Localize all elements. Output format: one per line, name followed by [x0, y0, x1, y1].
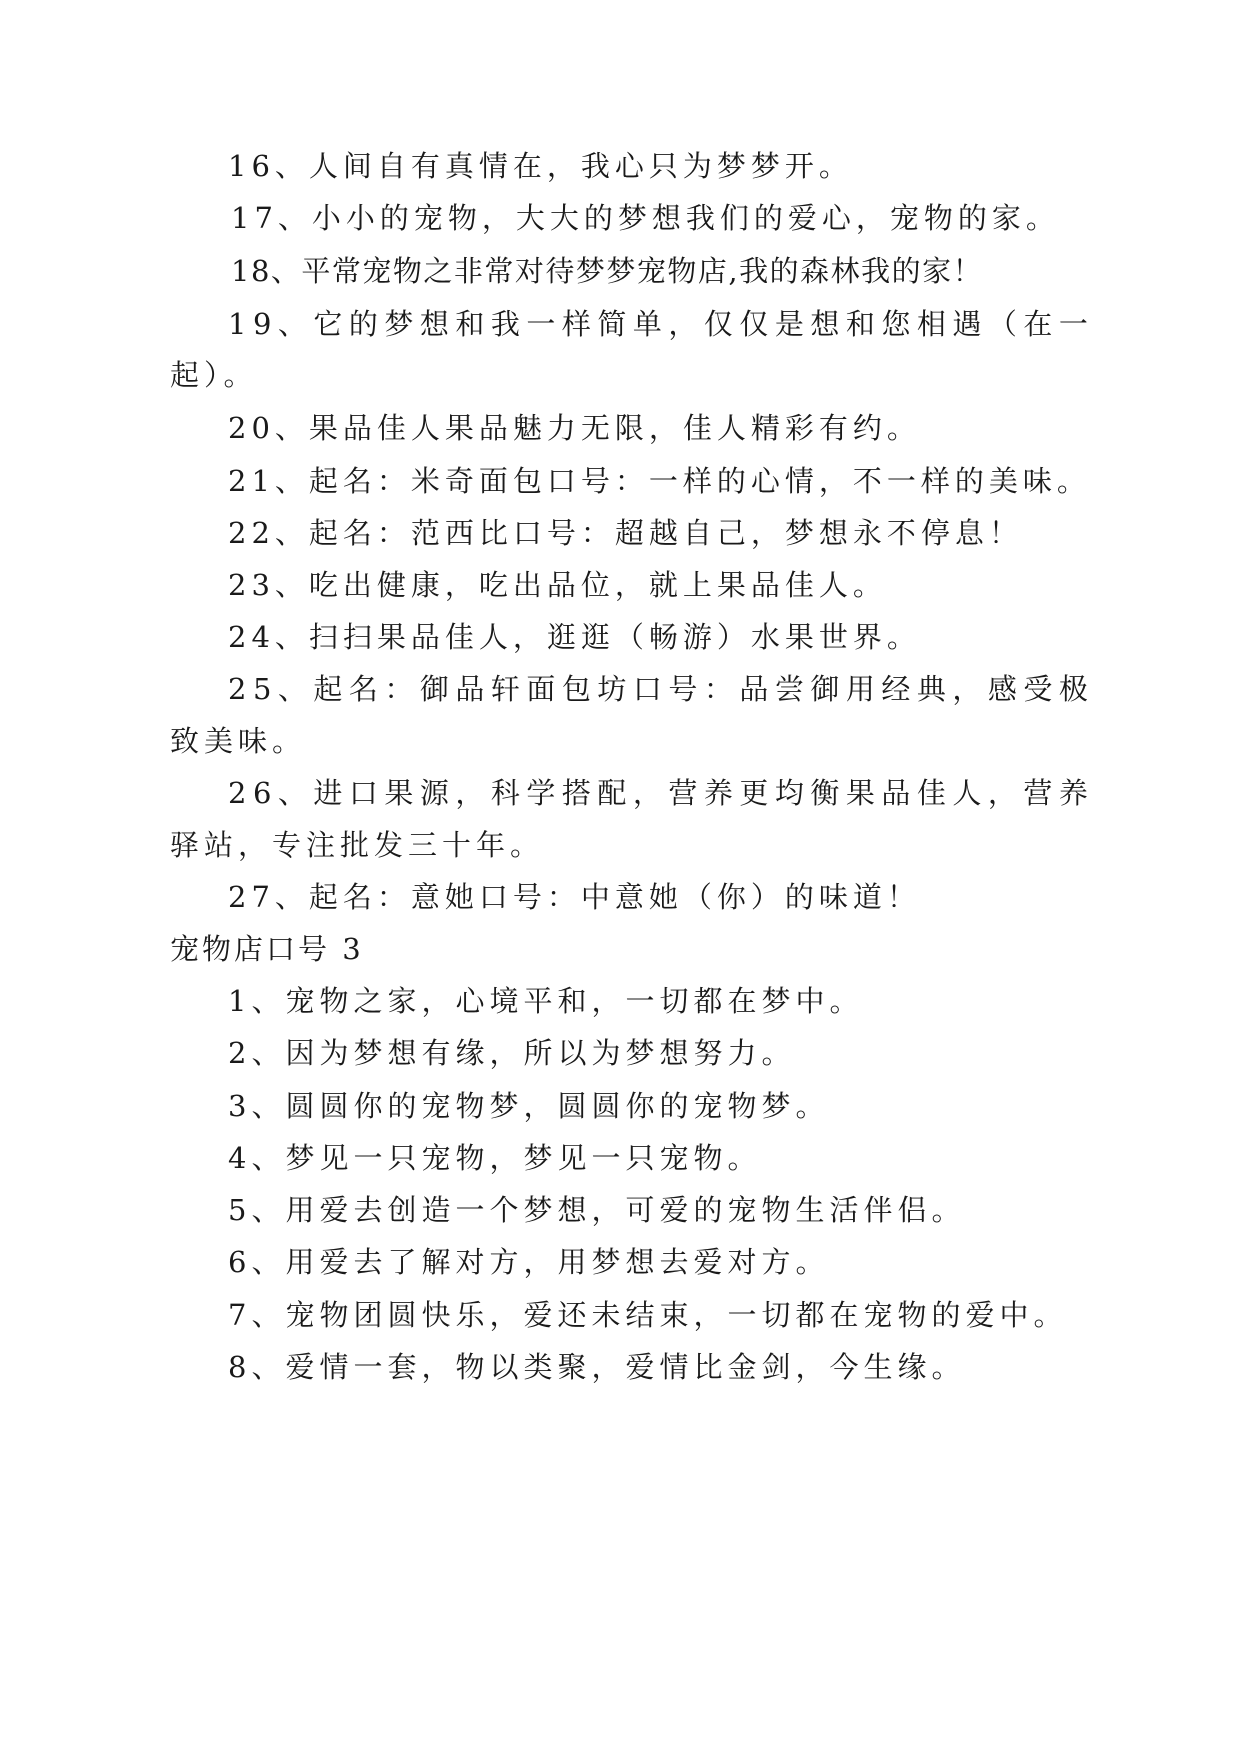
text-line: 4、梦见一只宠物，梦见一只宠物。 [228, 1141, 762, 1175]
text-line: 18、平常宠物之非常对待梦梦宠物店,我的森林我的家！ [231, 254, 984, 288]
text-line: 19、它的梦想和我一样简单，仅仅是想和您相遇（在一 [228, 307, 1095, 341]
text-line: 8、爱情一套，物以类聚，爱情比金剑，今生缘。 [228, 1350, 966, 1384]
text-line: 5、用爱去创造一个梦想，可爱的宠物生活伴侣。 [228, 1193, 966, 1227]
text-line: 2、因为梦想有缘，所以为梦想努力。 [228, 1036, 796, 1070]
text-line: 1、宠物之家，心境平和，一切都在梦中。 [228, 984, 864, 1018]
text-line: 驿站，专注批发三十年。 [170, 828, 545, 862]
text-line: 3、圆圆你的宠物梦，圆圆你的宠物梦。 [228, 1089, 830, 1123]
text-line: 20、果品佳人果品魅力无限，佳人精彩有约。 [228, 411, 921, 445]
text-line: 16、人间自有真情在，我心只为梦梦开。 [228, 149, 853, 183]
text-line: 21、起名：米奇面包口号：一样的心情，不一样的美味。 [228, 464, 1091, 498]
section-heading: 宠物店口号 3 [170, 932, 364, 966]
text-line: 6、用爱去了解对方，用梦想去爱对方。 [228, 1245, 830, 1279]
text-line: 25、起名：御品轩面包坊口号：品尝御用经典，感受极 [228, 672, 1095, 706]
text-line: 22、起名：范西比口号：超越自己，梦想永不停息！ [228, 516, 1023, 550]
text-line: 7、宠物团圆快乐，爱还未结束，一切都在宠物的爱中。 [228, 1298, 1068, 1332]
text-line: 24、扫扫果品佳人，逛逛（畅游）水果世界。 [228, 620, 921, 654]
text-line: 23、吃出健康，吃出品位，就上果品佳人。 [228, 568, 887, 602]
text-line: 起）。 [170, 358, 258, 392]
text-line: 17、小小的宠物，大大的梦想我们的爱心，宠物的家。 [231, 201, 1060, 235]
text-line: 26、进口果源，科学搭配，营养更均衡果品佳人，营养 [228, 776, 1095, 810]
text-line: 27、起名：意她口号：中意她（你）的味道！ [228, 880, 921, 914]
text-line: 致美味。 [170, 724, 307, 758]
